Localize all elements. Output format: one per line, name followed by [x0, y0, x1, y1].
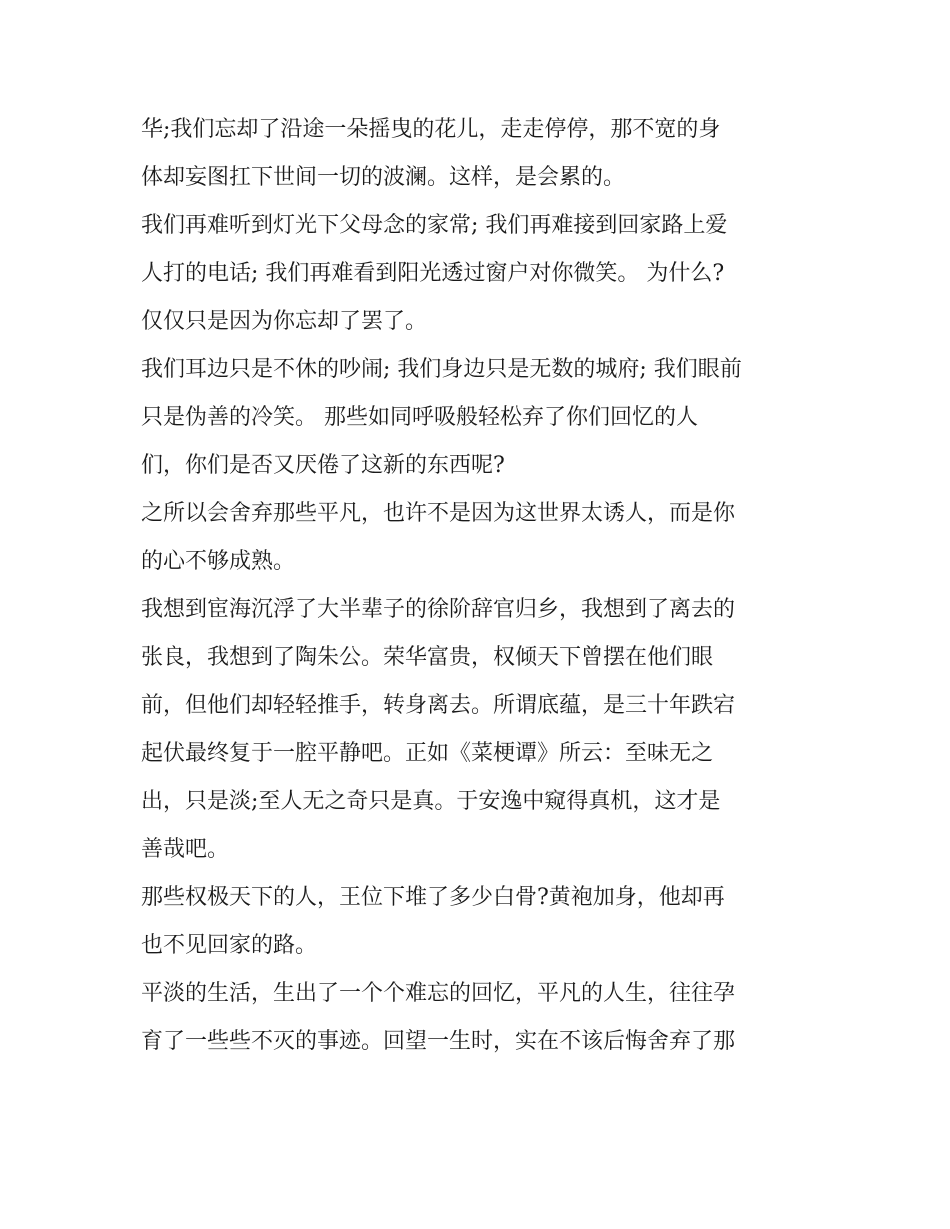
- text-line-11: 我想到宦海沉浮了大半辈子的徐阶辞官归乡，我想到了离去的: [141, 597, 736, 622]
- text-line-20: 育了一些些不灭的事迹。回望一生时，实在不该后悔舍弃了那: [141, 1029, 736, 1054]
- essay-text: [141, 106, 821, 1066]
- text-line-13: 前，但他们却轻轻推手，转身离去。所谓底蕴，是三十年跌宕: [141, 693, 736, 718]
- text-line-18: 也不见回家的路。: [141, 933, 318, 958]
- text-line-17: 那些权极天下的人，王位下堆了多少白骨?黄袍加身，他却再: [141, 885, 725, 910]
- text-line-2: 体却妄图扛下世间一切的波澜。这样，是会累的。: [141, 165, 626, 190]
- text-line-16: 善哉吧。: [141, 837, 230, 862]
- text-line-1: 华;我们忘却了沿途一朵摇曳的花儿，走走停停，那不宽的身: [141, 117, 721, 142]
- text-line-4: 人打的电话; 我们再难看到阳光透过窗户对你微笑。 为什么?: [141, 261, 725, 286]
- text-line-15: 出，只是淡;至人无之奇只是真。于安逸中窥得真机，这才是: [141, 789, 721, 814]
- text-line-9: 之所以会舍弃那些平凡，也许不是因为这世界太诱人，而是你: [141, 501, 736, 526]
- text-line-8: 们，你们是否又厌倦了这新的东西呢?: [141, 453, 505, 478]
- text-line-5: 仅仅只是因为你忘却了罢了。: [141, 309, 428, 334]
- text-line-14: 起伏最终复于一腔平静吧。正如《菜梗谭》所云：至味无之: [141, 741, 714, 766]
- text-line-10: 的心不够成熟。: [141, 549, 296, 574]
- text-line-19: 平淡的生活，生出了一个个难忘的回忆，平凡的人生，往往孕: [141, 981, 736, 1006]
- text-line-7: 只是伪善的冷笑。 那些如同呼吸般轻松弃了你们回忆的人: [141, 405, 698, 430]
- text-line-6: 我们耳边只是不休的吵闹; 我们身边只是无数的城府; 我们眼前: [141, 357, 742, 382]
- text-line-12: 张良，我想到了陶朱公。荣华富贵，权倾天下曾摆在他们眼: [141, 645, 714, 670]
- text-line-3: 我们再难听到灯光下父母念的家常; 我们再难接到回家路上爱: [141, 213, 728, 238]
